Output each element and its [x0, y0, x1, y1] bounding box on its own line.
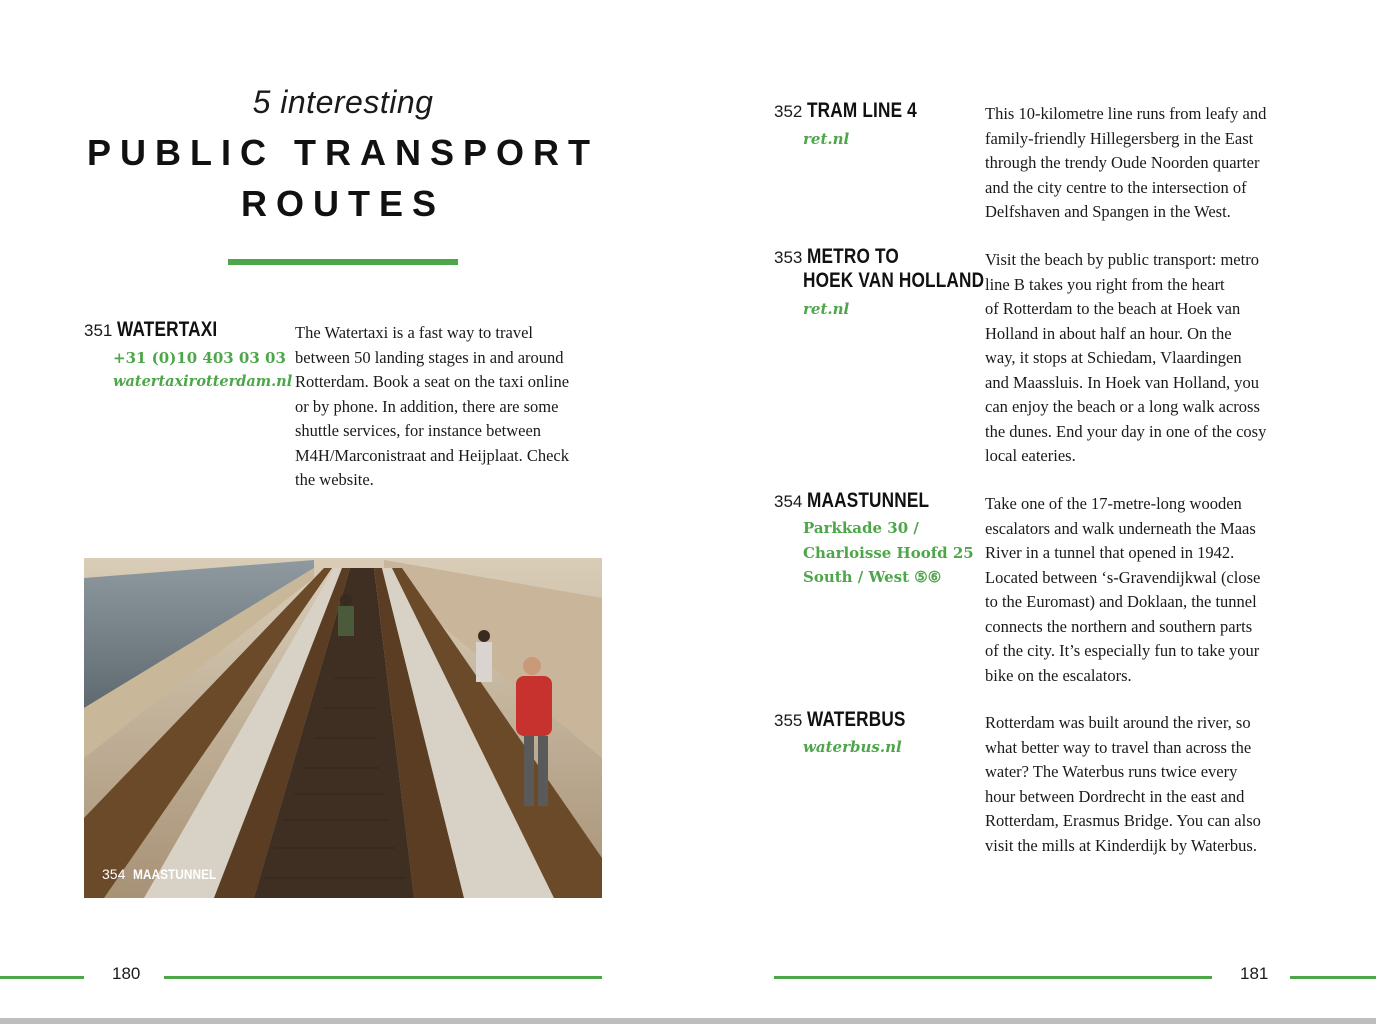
caption-number: 354 [102, 866, 126, 882]
entry-355-description: Rotterdam was built around the river, so what better way to travel than across the water? The Waterbus runs twice every hour between Dordrecht in the east and Rotterdam, Erasmus Bridge. You can also visit the mills at Kinderdijk by Waterbus. [985, 713, 1261, 855]
footer-rule-right-a [774, 976, 1212, 979]
entry-351-header [84, 318, 240, 342]
entry-354-header [774, 489, 956, 513]
escalator-illustration [84, 558, 602, 898]
page-number-right: 181 [1240, 964, 1269, 983]
caption-name: MAASTUNNEL [133, 866, 217, 882]
entry-354-address: Parkkade 30 / Charloisse Hoofd 25 South / West ⑤⑥ [803, 519, 974, 586]
entry-351-website[interactable]: watertaxirotterdam.nl [113, 373, 293, 390]
heading-title-line2: ROUTES [240, 183, 445, 224]
footer-rule-left-a [0, 976, 84, 979]
entry-354-description: Take one of the 17-metre-long wooden escalators and walk underneath the Maas River in a tunnel that opened in 1942. Located between ‘s-Gravendijkwal (close to the Euromast) and Doklaan, the tunnel connects the northern and southern parts of the city. It’s especially fun to take your bike on the escalators. [985, 494, 1261, 685]
heading-title-line1: PUBLIC TRANSPORT [87, 132, 599, 173]
page-number-left: 180 [112, 964, 141, 983]
entry-name-line2: HOEK VAN HOLLAND [803, 269, 985, 292]
heading-underline [228, 259, 458, 265]
entry-number: 352 [774, 102, 803, 121]
entry-number: 351 [84, 321, 113, 340]
entry-353-header [774, 245, 920, 269]
entry-351-phone: +31 (0)10 403 03 03 [113, 349, 286, 367]
entry-number: 354 [774, 492, 803, 511]
entry-name: MAASTUNNEL [807, 489, 930, 512]
entry-352-description: This 10-kilometre line runs from leafy and family-friendly Hillegersberg in the East through the trendy Oude Noorden quarter and the city centre to the intersection of Delfshaven and Spangen in the West. [985, 104, 1267, 221]
entry-352-website[interactable]: ret.nl [803, 130, 850, 148]
maastunnel-photo [84, 558, 602, 898]
entry-355-website[interactable]: waterbus.nl [803, 738, 902, 756]
entry-351-description: The Watertaxi is a fast way to travel between 50 landing stages in and around Rotterdam. Book a seat on the taxi online or by phone. In addition, there are some shuttle services, for instance between M4H/Marconistraat and Heijplaat. Check the website. [295, 323, 570, 489]
entry-353-description: Visit the beach by public transport: metro line B takes you right from the heart of Rotterdam to the beach at Hoek van Holland in about half an hour. On the way, it stops at Schiedam, Vlaardingen and Maassluis. In Hoek van Holland, you can enjoy the beach or a long walk across the dunes. End your day in one of the cosy local eateries. [985, 250, 1267, 465]
entry-name-line1: METRO TO [807, 245, 900, 268]
entry-name: WATERBUS [807, 708, 907, 731]
entry-352-header [774, 99, 942, 123]
entry-353-website[interactable]: ret.nl [803, 300, 850, 318]
photo-caption [102, 866, 231, 882]
footer-rule-left-b [164, 976, 602, 979]
heading-kicker: 5 interesting [252, 84, 434, 120]
entry-number: 355 [774, 711, 803, 730]
entry-name: WATERTAXI [117, 318, 218, 341]
entry-355-header [774, 708, 928, 732]
footer-rule-right-b [1290, 976, 1376, 979]
viewer-bottom-edge [0, 1018, 1376, 1024]
entry-number: 353 [774, 248, 803, 267]
entry-name: TRAM LINE 4 [807, 99, 918, 122]
